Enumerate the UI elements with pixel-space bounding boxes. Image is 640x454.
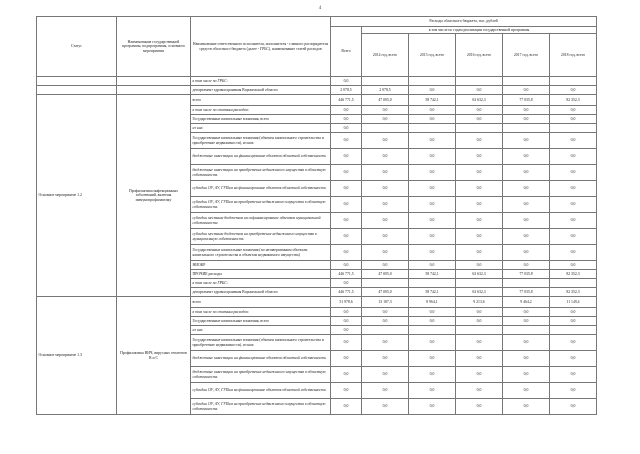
budget-table [36, 16, 597, 415]
indicator-name-cell: Государственные капитальные вложения (объекты капитального строительства и приобретение недвижимости), из них: [191, 335, 331, 351]
indicator-name-cell: субсидии ОУ, АУ, ГУПам на финансирование объектов областной собственности [191, 383, 331, 399]
year-value-cell: 0,0 [409, 335, 456, 351]
year-value-cell: 0,0 [409, 245, 456, 261]
year-value-cell: 0,0 [503, 245, 550, 261]
header-program-name: Наименование государственной программы, подпрограммы, основного мероприятия [117, 17, 191, 77]
total-value-cell: 0,0 [331, 399, 362, 415]
year-value-cell: 0,0 [362, 317, 409, 326]
year-value-cell: 0,0 [409, 86, 456, 95]
total-value-cell: 0,0 [331, 149, 362, 165]
year-value-cell: 0,0 [362, 165, 409, 181]
year-value-cell: 0,0 [550, 133, 597, 149]
program-cell: Профилактика ВИЧ, вирусных гепатитов В и С [117, 297, 191, 415]
indicator-name-cell: бюджетные инвестиции на финансирование объектов областной собственности [191, 149, 331, 165]
total-value-cell: 51 978,6 [331, 297, 362, 308]
year-value-cell: 0,0 [503, 383, 550, 399]
year-value-cell: 0,0 [362, 133, 409, 149]
year-value-cell [550, 124, 597, 133]
year-value-cell: 0,0 [456, 181, 503, 197]
year-value-cell: 0,0 [456, 367, 503, 383]
year-value-cell: 0,0 [362, 261, 409, 270]
year-value-cell: 0,0 [456, 133, 503, 149]
year-value-cell: 0,0 [550, 245, 597, 261]
total-value-cell: 0,0 [331, 124, 362, 133]
total-value-cell: 0,0 [331, 181, 362, 197]
header-expenses-group: Расходы областного бюджета, тыс. рублей [331, 17, 597, 27]
year-value-cell [362, 124, 409, 133]
year-value-cell: 0,0 [409, 351, 456, 367]
year-value-cell: 0,0 [409, 149, 456, 165]
indicator-name-cell: НИОКР [191, 261, 331, 270]
year-value-cell: 0,0 [550, 308, 597, 317]
header-year: 2014 год, всего [362, 34, 409, 77]
program-cell: Профилактика инфекционных заболеваний, включая иммунопрофилактику [117, 95, 191, 297]
total-value-cell: 446 771,5 [331, 288, 362, 297]
year-value-cell: 0,0 [362, 351, 409, 367]
total-value-cell: 0,0 [331, 133, 362, 149]
header-year: 2016 год, всего [456, 34, 503, 77]
year-value-cell: 0,0 [550, 197, 597, 213]
year-value-cell: 0,0 [550, 149, 597, 165]
year-value-cell: 0,0 [456, 399, 503, 415]
page-number: 4 [318, 6, 322, 11]
year-value-cell: 0,0 [456, 245, 503, 261]
year-value-cell: 0,0 [409, 229, 456, 245]
year-value-cell: 13 187,3 [362, 297, 409, 308]
table-row [37, 77, 597, 86]
year-value-cell [550, 326, 597, 335]
year-value-cell: 0,0 [362, 213, 409, 229]
year-value-cell [409, 77, 456, 86]
year-value-cell [456, 77, 503, 86]
status-cell: Основное мероприятие 1.3 [37, 297, 117, 415]
header-indicator-name: Наименование ответственного исполнителя, исполнителя - главного распорядителя средств областного бюджета (далее - ГРБС), наименование статей расходов [191, 17, 331, 77]
indicator-name-cell: всего [191, 95, 331, 106]
year-value-cell [550, 279, 597, 288]
total-value-cell: 0,0 [331, 383, 362, 399]
indicator-name-cell: субсидии ОУ, АУ, ГУПам на приобретение недвижимого имущества в областную собственность [191, 399, 331, 415]
year-value-cell [503, 124, 550, 133]
year-value-cell: 0,0 [456, 86, 503, 95]
total-value-cell: 0,0 [331, 279, 362, 288]
year-value-cell: 0,0 [456, 165, 503, 181]
year-value-cell [362, 77, 409, 86]
year-value-cell: 0,0 [456, 317, 503, 326]
total-value-cell: 0,0 [331, 165, 362, 181]
total-value-cell: 0,0 [331, 77, 362, 86]
year-value-cell [503, 279, 550, 288]
total-value-cell: 0,0 [331, 245, 362, 261]
year-value-cell: 0,0 [409, 133, 456, 149]
year-value-cell: 0,0 [409, 115, 456, 124]
year-value-cell: 0,0 [550, 181, 597, 197]
total-value-cell: 0,0 [331, 261, 362, 270]
year-value-cell: 0,0 [456, 106, 503, 115]
year-value-cell [503, 326, 550, 335]
year-value-cell: 0,0 [503, 106, 550, 115]
year-value-cell: 0,0 [550, 261, 597, 270]
year-value-cell: 82 352,3 [550, 270, 597, 279]
year-value-cell: 77 035,8 [503, 270, 550, 279]
year-value-cell: 0,0 [362, 197, 409, 213]
year-value-cell: 0,0 [550, 86, 597, 95]
total-value-cell: 0,0 [331, 106, 362, 115]
year-value-cell: 2 078,5 [362, 86, 409, 95]
year-value-cell: 0,0 [456, 308, 503, 317]
indicator-name-cell: всего [191, 297, 331, 308]
year-value-cell: 0,0 [550, 335, 597, 351]
year-value-cell: 0,0 [503, 335, 550, 351]
year-value-cell: 0,0 [550, 383, 597, 399]
year-value-cell: 0,0 [409, 261, 456, 270]
year-value-cell [409, 279, 456, 288]
year-value-cell: 0,0 [503, 86, 550, 95]
year-value-cell: 0,0 [503, 229, 550, 245]
table-body [37, 77, 597, 415]
year-value-cell: 0,0 [550, 106, 597, 115]
year-value-cell: 0,0 [456, 229, 503, 245]
status-cell [37, 86, 117, 95]
table-row [37, 95, 597, 106]
year-value-cell: 0,0 [503, 399, 550, 415]
header-year: 2015 год, всего [409, 34, 456, 77]
indicator-name-cell: Государственные капитальные вложения, всего [191, 115, 331, 124]
year-value-cell: 47 005,0 [362, 270, 409, 279]
year-value-cell: 0,0 [362, 308, 409, 317]
year-value-cell: 0,0 [409, 213, 456, 229]
total-value-cell: 0,0 [331, 213, 362, 229]
year-value-cell [362, 279, 409, 288]
header-by-years: в том числе по годам реализации государственной программы [362, 27, 597, 34]
indicator-name-cell: Государственные капитальные вложения (объекты капитального строительства и приобретение недвижимости), из них: [191, 133, 331, 149]
indicator-name-cell: ПРОЧИЕ расходы [191, 270, 331, 279]
year-value-cell: 0,0 [409, 308, 456, 317]
year-value-cell: 0,0 [362, 367, 409, 383]
year-value-cell: 8 964,1 [409, 297, 456, 308]
year-value-cell: 0,0 [409, 367, 456, 383]
total-value-cell: 0,0 [331, 115, 362, 124]
indicator-name-cell: департамент здравоохранения Воронежской области [191, 86, 331, 95]
year-value-cell: 0,0 [550, 351, 597, 367]
year-value-cell: 47 005,0 [362, 95, 409, 106]
year-value-cell: 9 213,6 [456, 297, 503, 308]
indicator-name-cell: в том числе по статьям расходов: [191, 308, 331, 317]
year-value-cell: 0,0 [409, 317, 456, 326]
year-value-cell: 0,0 [409, 399, 456, 415]
indicator-name-cell: в том числе по статьям расходов: [191, 106, 331, 115]
year-value-cell: 0,0 [503, 181, 550, 197]
year-value-cell: 77 035,8 [503, 288, 550, 297]
year-value-cell: 0,0 [550, 165, 597, 181]
total-value-cell: 0,0 [331, 367, 362, 383]
status-cell: Основное мероприятие 1.2 [37, 95, 117, 297]
indicator-name-cell: бюджетные инвестиции на приобретение недвижимого имущества в областную собственность [191, 367, 331, 383]
year-value-cell [456, 326, 503, 335]
year-value-cell [456, 124, 503, 133]
year-value-cell: 0,0 [362, 383, 409, 399]
year-value-cell: 0,0 [550, 213, 597, 229]
year-value-cell: 0,0 [456, 351, 503, 367]
header-status: Статус [37, 17, 117, 77]
year-value-cell: 0,0 [503, 308, 550, 317]
total-value-cell: 0,0 [331, 229, 362, 245]
year-value-cell: 0,0 [409, 197, 456, 213]
header-year: 2017 год, всего [503, 34, 550, 77]
year-value-cell: 0,0 [456, 115, 503, 124]
indicator-name-cell: Государственные капитальные вложения (по незавершенным объектам капитального строительства и объектам недвижимого имущества) [191, 245, 331, 261]
year-value-cell [409, 124, 456, 133]
year-value-cell: 0,0 [456, 335, 503, 351]
year-value-cell: 9 464,2 [503, 297, 550, 308]
total-value-cell: 446 771,5 [331, 270, 362, 279]
year-value-cell [503, 77, 550, 86]
header-year: 2018 год, всего [550, 34, 597, 77]
year-value-cell: 63 632,3 [456, 288, 503, 297]
year-value-cell: 58 742,1 [409, 95, 456, 106]
year-value-cell [550, 77, 597, 86]
year-value-cell: 0,0 [550, 367, 597, 383]
indicator-name-cell: бюджетные инвестиции на финансирование объектов областной собственности [191, 351, 331, 367]
indicator-name-cell: субсидии ОУ, АУ, ГУПам на приобретение недвижимого имущества в областную собственность [191, 197, 331, 213]
year-value-cell: 0,0 [362, 181, 409, 197]
year-value-cell: 0,0 [503, 133, 550, 149]
year-value-cell: 0,0 [362, 106, 409, 115]
year-value-cell: 0,0 [362, 335, 409, 351]
year-value-cell: 0,0 [503, 367, 550, 383]
indicator-name-cell: бюджетные инвестиции на приобретение недвижимого имущества в областную собственность [191, 165, 331, 181]
year-value-cell: 0,0 [550, 317, 597, 326]
indicator-name-cell: субсидии местным бюджетам на приобретение недвижимого имущества в муниципальную собственность [191, 229, 331, 245]
year-value-cell: 77 035,8 [503, 95, 550, 106]
year-value-cell: 0,0 [409, 181, 456, 197]
program-cell [117, 77, 191, 86]
year-value-cell: 0,0 [362, 245, 409, 261]
year-value-cell: 0,0 [409, 106, 456, 115]
year-value-cell: 63 632,3 [456, 270, 503, 279]
year-value-cell: 0,0 [362, 149, 409, 165]
year-value-cell: 11 149,4 [550, 297, 597, 308]
year-value-cell [456, 279, 503, 288]
indicator-name-cell: в том числе по ГРБС: [191, 279, 331, 288]
year-value-cell: 0,0 [503, 197, 550, 213]
indicator-name-cell: из них: [191, 124, 331, 133]
year-value-cell: 0,0 [362, 399, 409, 415]
indicator-name-cell: в том числе по ГРБС: [191, 77, 331, 86]
indicator-name-cell: субсидии местным бюджетам на софинансирование объектов муниципальной собственности [191, 213, 331, 229]
year-value-cell: 82 352,3 [550, 95, 597, 106]
total-value-cell: 0,0 [331, 335, 362, 351]
year-value-cell: 63 632,3 [456, 95, 503, 106]
year-value-cell: 0,0 [362, 115, 409, 124]
year-value-cell: 0,0 [503, 317, 550, 326]
total-value-cell: 0,0 [331, 351, 362, 367]
year-value-cell: 0,0 [503, 149, 550, 165]
year-value-cell: 82 352,3 [550, 288, 597, 297]
year-value-cell [362, 326, 409, 335]
year-value-cell: 0,0 [550, 229, 597, 245]
year-value-cell: 0,0 [503, 165, 550, 181]
header-total: Всего [331, 27, 362, 77]
indicator-name-cell: Государственные капитальные вложения, всего [191, 317, 331, 326]
year-value-cell: 0,0 [456, 149, 503, 165]
year-value-cell: 0,0 [456, 197, 503, 213]
year-value-cell: 0,0 [550, 115, 597, 124]
year-value-cell: 0,0 [550, 399, 597, 415]
table-row [37, 297, 597, 308]
year-value-cell: 47 005,0 [362, 288, 409, 297]
year-value-cell: 0,0 [503, 213, 550, 229]
indicator-name-cell: субсидии ОУ, АУ, ГУПам на финансирование объектов областной собственности [191, 181, 331, 197]
program-cell [117, 86, 191, 95]
year-value-cell: 0,0 [409, 165, 456, 181]
total-value-cell: 0,0 [331, 326, 362, 335]
year-value-cell: 0,0 [456, 383, 503, 399]
year-value-cell: 58 742,1 [409, 270, 456, 279]
year-value-cell: 0,0 [362, 229, 409, 245]
year-value-cell: 0,0 [456, 213, 503, 229]
year-value-cell: 0,0 [503, 261, 550, 270]
table-row [37, 86, 597, 95]
indicator-name-cell: из них: [191, 326, 331, 335]
year-value-cell: 0,0 [503, 351, 550, 367]
total-value-cell: 446 771,5 [331, 95, 362, 106]
year-value-cell [409, 326, 456, 335]
indicator-name-cell: департамент здравоохранения Воронежской области [191, 288, 331, 297]
total-value-cell: 0,0 [331, 197, 362, 213]
status-cell [37, 77, 117, 86]
total-value-cell: 2 078,5 [331, 86, 362, 95]
total-value-cell: 0,0 [331, 308, 362, 317]
year-value-cell: 58 742,1 [409, 288, 456, 297]
year-value-cell: 0,0 [503, 115, 550, 124]
year-value-cell: 0,0 [409, 383, 456, 399]
total-value-cell: 0,0 [331, 317, 362, 326]
year-value-cell: 0,0 [456, 261, 503, 270]
